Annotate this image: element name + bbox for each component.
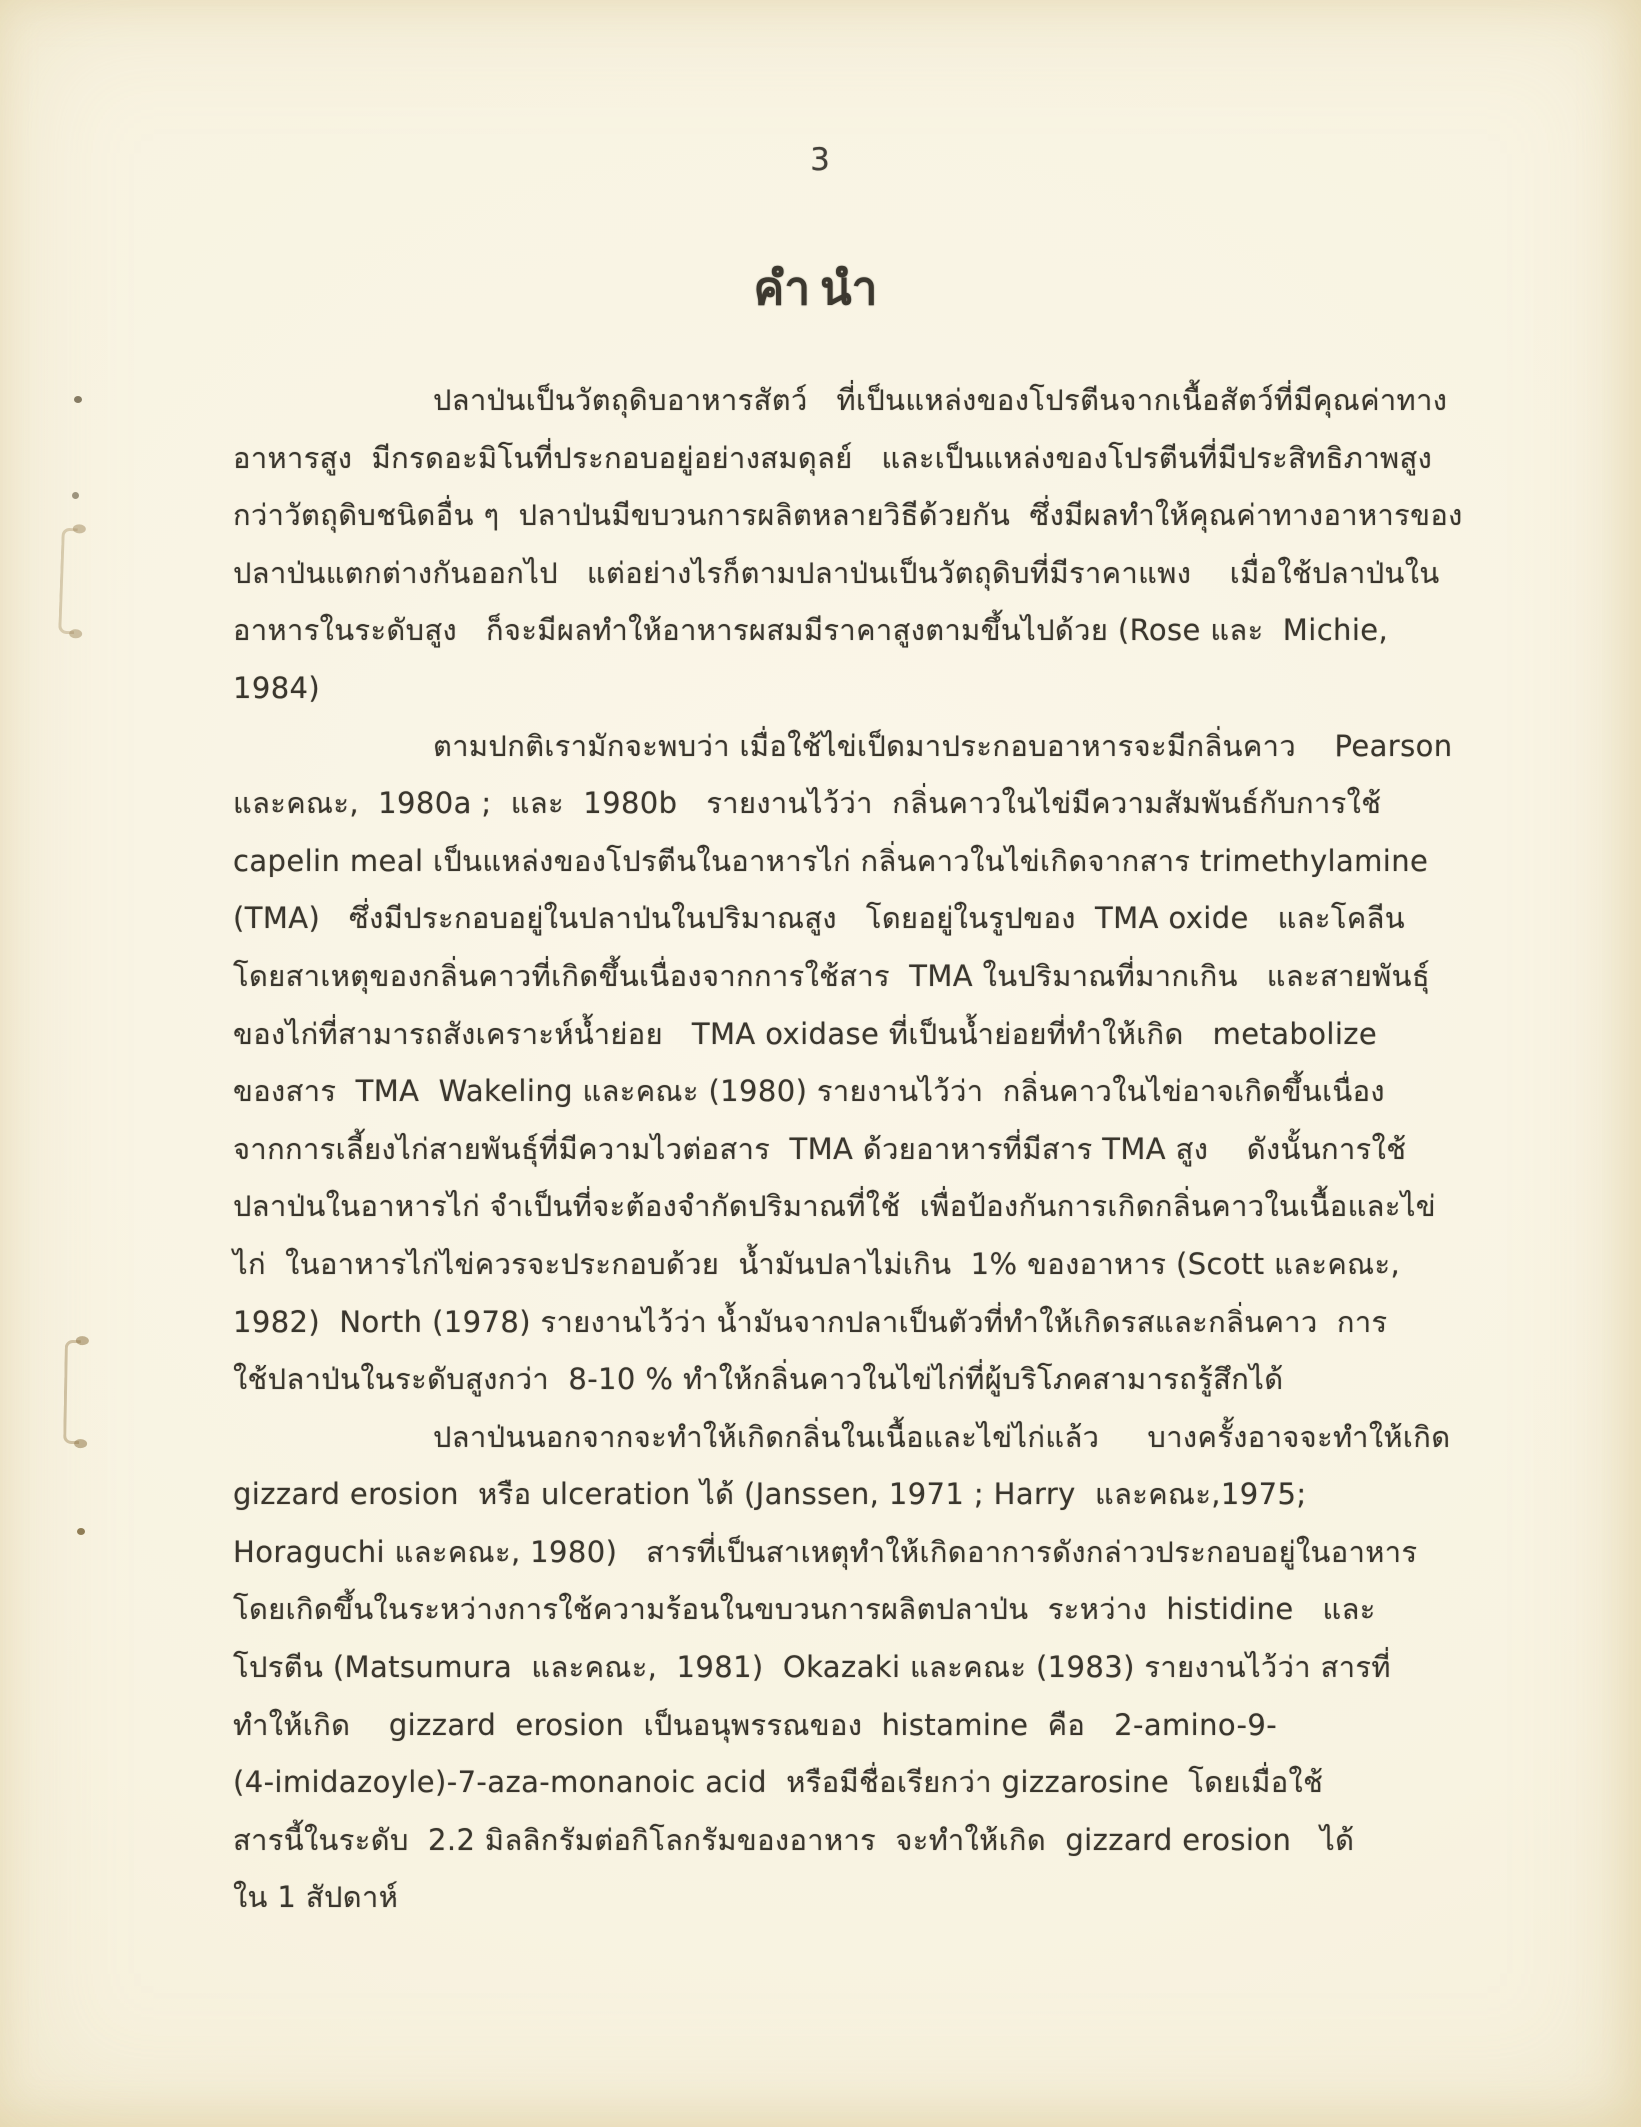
text-line: โดยเกิดขึ้นในระหว่างการใช้ความร้อนในขบวนการผลิตปลาป่น ระหว่าง histidine และ — [233, 1592, 1376, 1627]
text-line: ใช้ปลาป่นในระดับสูงกว่า 8-10 % ทำให้กลิ่นคาวในไข่ไก่ที่ผู้บริโภคสามารถรู้สึกได้ — [233, 1362, 1284, 1397]
text-line: โดยสาเหตุของกลิ่นคาวที่เกิดขึ้นเนื่องจากการใช้สาร TMA ในปริมาณที่มากเกิน และสายพันธุ์ — [233, 958, 1430, 993]
text-line: โปรตีน (Matsumura และคณะ, 1981) Okazaki และคณะ (1983) รายงานไว้ว่า สารที่ — [233, 1650, 1391, 1685]
text-line: 1984) — [233, 670, 321, 705]
text-line: ปลาป่นแตกต่างกันออกไป แต่อย่างไรก็ตามปลาป่นเป็นวัตถุดิบที่มีราคาแพง เมื่อใช้ปลาป่นใน — [233, 555, 1440, 590]
staple-mark — [63, 1340, 81, 1444]
text-line: อาหารสูง มีกรดอะมิโนที่ประกอบอยู่อย่างสมดุลย์ และเป็นแหล่งของโปรตีนที่มีประสิทธิภาพสูง — [233, 440, 1433, 475]
body-text — [233, 372, 1493, 1927]
ink-speck — [74, 396, 82, 403]
text-line: (TMA) ซึ่งมีประกอบอยู่ในปลาป่นในปริมาณสูง โดยอยู่ในรูปของ TMA oxide และโคลีน — [233, 901, 1406, 936]
page-number: 3 — [810, 142, 831, 178]
text-line: อาหารในระดับสูง ก็จะมีผลทำให้อาหารผสมมีราคาสูงตามขึ้นไปด้วย (Rose และ Michie, — [233, 613, 1389, 648]
staple-mark — [58, 528, 78, 634]
text-line: ใน 1 สัปดาห์ — [233, 1880, 399, 1915]
text-line: ปลาป่นในอาหารไก่ จำเป็นที่จะต้องจำกัดปริมาณที่ใช้ เพื่อป้องกันการเกิดกลิ่นคาวในเนื้อและไข่ — [233, 1189, 1437, 1224]
text-line: (4-imidazoyle)-7-aza-monanoic acid หรือมีชื่อเรียกว่า gizzarosine โดยเมื่อใช้ — [233, 1765, 1324, 1800]
text-line: ของไก่ที่สามารถสังเคราะห์น้ำย่อย TMA oxidase ที่เป็นน้ำย่อยที่ทำให้เกิด metabolize — [233, 1016, 1378, 1051]
text-line: สารนี้ในระดับ 2.2 มิลลิกรัมต่อกิโลกรัมของอาหาร จะทำให้เกิด gizzard erosion ได้ — [233, 1822, 1355, 1857]
text-line: ของสาร TMA Wakeling และคณะ (1980) รายงานไว้ว่า กลิ่นคาวในไข่อาจเกิดขึ้นเนื่อง — [233, 1074, 1385, 1109]
ink-speck — [72, 492, 79, 499]
text-line: Horaguchi และคณะ, 1980) สารที่เป็นสาเหตุทำให้เกิดอาการดังกล่าวประกอบอยู่ในอาหาร — [233, 1534, 1418, 1569]
section-heading: คำนำ — [753, 261, 888, 315]
text-line: 1982) North (1978) รายงานไว้ว่า น้ำมันจากปลาเป็นตัวที่ทำให้เกิดรสและกลิ่นคาว การ — [233, 1304, 1388, 1339]
text-line: และคณะ, 1980a ; และ 1980b รายงานไว้ว่า กลิ่นคาวในไข่มีความสัมพันธ์กับการใช้ — [233, 786, 1382, 821]
text-line: กว่าวัตถุดิบชนิดอื่น ๆ ปลาป่นมีขบวนการผลิตหลายวิธีด้วยกัน ซึ่งมีผลทำให้คุณค่าทางอาหารของ — [233, 498, 1463, 533]
text-line: ไก่ ในอาหารไก่ไข่ควรจะประกอบด้วย น้ำมันปลาไม่เกิน 1% ของอาหาร (Scott และคณะ, — [233, 1246, 1401, 1281]
text-line: gizzard erosion หรือ ulceration ได้ (Janssen, 1971 ; Harry และคณะ,1975; — [233, 1477, 1307, 1512]
text-line: จากการเลี้ยงไก่สายพันธุ์ที่มีความไวต่อสาร TMA ด้วยอาหารที่มีสาร TMA สูง ดังนั้นการใช้ — [233, 1131, 1407, 1166]
text-line: capelin meal เป็นแหล่งของโปรตีนในอาหารไก่ กลิ่นคาวในไข่เกิดจากสาร trimethylamine — [233, 843, 1429, 878]
text-line: ปลาป่นนอกจากจะทำให้เกิดกลิ่นในเนื้อและไข่ไก่แล้ว บางครั้งอาจจะทำให้เกิด — [433, 1419, 1451, 1454]
text-line: ตามปกติเรามักจะพบว่า เมื่อใช้ไข่เป็ดมาประกอบอาหารจะมีกลิ่นคาว Pearson — [433, 728, 1453, 763]
text-line: ทำให้เกิด gizzard erosion เป็นอนุพรรณของ histamine คือ 2-amino-9- — [233, 1707, 1278, 1742]
text-line: ปลาป่นเป็นวัตถุดิบอาหารสัตว์ ที่เป็นแหล่งของโปรตีนจากเนื้อสัตว์ที่มีคุณค่าทาง — [433, 383, 1448, 417]
ink-speck — [77, 1528, 85, 1535]
